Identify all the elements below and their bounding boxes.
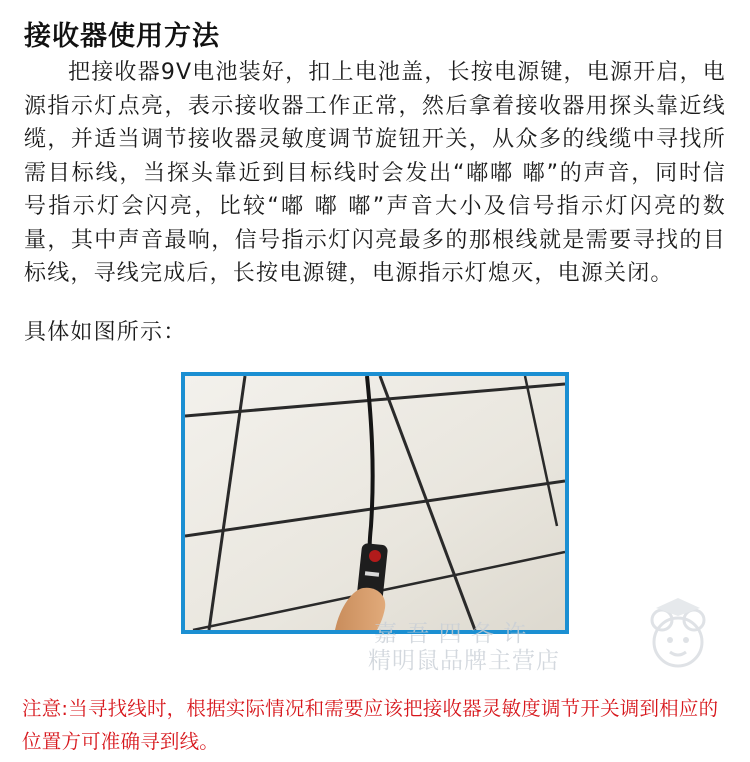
section-heading: 接收器使用方法 <box>24 21 220 52</box>
paragraph-line: 头靠近线缆，并适当调节接收器灵敏度调节旋钮开关，从众多 <box>24 93 726 152</box>
figure-intro: 具体如图所示： <box>24 320 187 345</box>
ceiling-illustration <box>185 376 565 630</box>
paragraph-line: 电源指示灯点亮，表示接收器工作正常，然后拿着接收器用探 <box>24 60 726 119</box>
watermark-line: 嘉 吾 四 各 许 <box>374 621 528 647</box>
mascot-watermark-icon <box>630 590 726 686</box>
paragraph-line: 把接收器9V电池装好，扣上电池盖，长按电源键，电源开启， <box>68 60 703 85</box>
paragraph-line: 嘟 嘟”的声音，同时信号指示灯会闪亮，比较“嘟 嘟 嘟”声 <box>24 160 727 219</box>
ceiling-photo <box>181 372 569 634</box>
paragraph-line: 闪亮最多的那根线就是需要寻找的目标线，寻线完成后，长按 <box>24 227 726 286</box>
paragraph-line: 音大小及信号指示灯闪亮的数量，其中声音最响，信号指示灯 <box>24 194 726 253</box>
watermark-line: 精明鼠品牌主营店 <box>368 648 560 674</box>
paragraph-line: 电源键，电源指示灯熄灭，电源关闭。 <box>279 261 674 286</box>
instructions-paragraph <box>24 56 726 291</box>
red-note: 注意:当寻找线时，根据实际情况和需要应该把接收器灵敏度调节开关调到相应的位置方可准确寻到线。 <box>22 697 719 753</box>
paragraph-line: 的线缆中寻找所需目标线，当探头靠近到目标线时会发出“嘟 <box>24 127 726 186</box>
